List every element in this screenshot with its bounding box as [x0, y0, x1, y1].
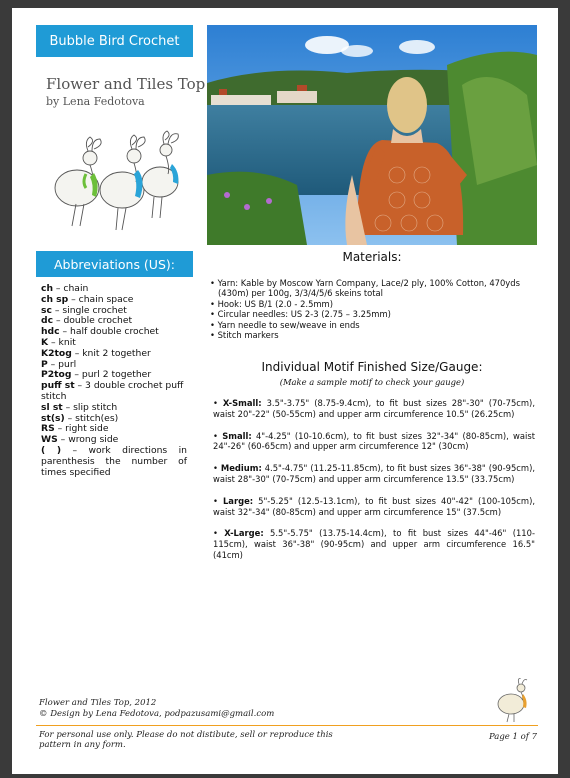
- bullet: •: [213, 528, 225, 539]
- bullet: •: [213, 430, 223, 441]
- size-text: 5"-5.25" (12.5-13.1cm), to fit bust sizes 40"-42" (100-105cm), waist 32"-34" (80-85cm) and upper arm circumference 15" (37.5cm): [213, 495, 535, 517]
- abbr-desc: – 3 double crochet puff stitch: [41, 380, 184, 402]
- page-number: Page 1 of 7: [488, 732, 537, 742]
- footer-bird-icon: [487, 678, 539, 723]
- abbr-desc: – work directions in parenthesis the number of times specified: [41, 444, 187, 478]
- size-name: Small:: [222, 430, 252, 441]
- size-name: X-Small:: [222, 398, 262, 408]
- abbr-key: sl st: [41, 401, 63, 413]
- abbr-key: dc: [41, 315, 54, 327]
- list-item: • Circular needles: US 2-3 (2.75 – 3.25mm): [210, 309, 391, 320]
- size-name: Medium:: [220, 463, 262, 474]
- abbr-key: puff st: [41, 380, 75, 392]
- size-text: 3.5"-3.75" (8.75-9.4cm), to fit bust sizes 28"-30" (70-75cm), waist 20"-22" (50-55cm) and upper arm circumference 10.5" (26.25cm): [213, 398, 535, 419]
- abbr-desc: – knit: [48, 336, 76, 348]
- materials-title: Materials:: [342, 250, 402, 264]
- abbr-desc: – knit 2 together: [71, 347, 151, 359]
- abbr-key: WS: [41, 434, 58, 446]
- abbr-key: sc: [41, 304, 52, 316]
- list-item: • Stitch markers: [210, 330, 279, 341]
- list-item: [41, 446, 187, 478]
- abbr-key: K2tog: [41, 347, 72, 359]
- list-item: • Yarn needle to sew/weave in ends: [210, 319, 360, 330]
- abbreviations-banner: [36, 251, 193, 277]
- sizes-list: [213, 398, 535, 572]
- abbr-desc: – stitch(es): [64, 412, 119, 424]
- list-item: [213, 398, 535, 420]
- gauge-title: Individual Motif Finished Size/Gauge:: [261, 360, 483, 374]
- footer-title: Flower and Tiles Top, 2012: [39, 698, 157, 708]
- abbr-desc: – half double crochet: [59, 326, 159, 338]
- bullet: •: [213, 398, 223, 408]
- footer-copyright: © Design by Lena Fedotova, podpazusami@gmail.com: [39, 709, 275, 719]
- abbr-key: ch: [41, 283, 53, 294]
- materials-list: [210, 278, 535, 340]
- list-item: [213, 463, 535, 485]
- size-name: X-Large:: [224, 528, 264, 539]
- author-line: by Lena Fedotova: [46, 95, 145, 108]
- abbr-desc: – slip stitch: [62, 401, 118, 413]
- list-item: [41, 381, 187, 403]
- abbr-desc: – double crochet: [53, 315, 133, 327]
- abbr-desc: – right side: [54, 423, 109, 435]
- size-name: Large:: [222, 495, 254, 506]
- model-photo: [207, 25, 537, 245]
- abbr-key: st(s): [41, 412, 65, 424]
- footer-disclaimer: For personal use only. Please do not distibute, sell or reproduce this pattern in any form.: [39, 730, 333, 750]
- abbr-key: RS: [41, 423, 55, 435]
- abbr-key: hdc: [41, 326, 60, 338]
- pattern-title: Flower and Tiles Top: [46, 75, 206, 93]
- abbr-desc: – single crochet: [51, 304, 127, 316]
- size-text: 5.5"-5.75" (13.75-14.4cm), to fit bust sizes 44"-46" (110-115cm), waist 36"-38" (90-95cm) and upper arm circumference 16.5" (41cm): [213, 528, 535, 560]
- footer-divider: [36, 725, 538, 726]
- abbr-key: ( ): [41, 444, 62, 456]
- bullet: •: [213, 463, 221, 474]
- bird-illustration-icon: [42, 118, 187, 243]
- abbreviations-list: [41, 284, 187, 478]
- abbr-desc: – chain: [53, 283, 89, 294]
- size-text: 4"-4.25" (10-10.6cm), to fit bust sizes 32"-34" (80-85cm), waist 24"-26" (60-65cm) and upper arm circumference 12" (30cm): [213, 430, 535, 452]
- brand-title: Bubble Bird Crochet: [49, 33, 180, 49]
- abbr-key: K: [41, 336, 49, 348]
- abbr-key: ch sp: [41, 293, 69, 305]
- list-item: [213, 431, 535, 453]
- bullet: •: [213, 495, 223, 506]
- abbr-desc: – wrong side: [57, 434, 119, 446]
- list-item: • Hook: US B/1 (2.0 - 2.5mm): [210, 298, 333, 309]
- document-page: [12, 8, 558, 774]
- brand-banner: [36, 25, 193, 57]
- abbreviations-title: Abbreviations (US):: [54, 256, 175, 272]
- list-item: [213, 496, 535, 518]
- abbr-desc: – chain space: [68, 293, 134, 305]
- abbr-key: P: [41, 358, 48, 370]
- abbr-desc: – purl 2 together: [71, 369, 152, 381]
- gauge-note: (Make a sample motif to check your gauge): [279, 377, 465, 387]
- list-item: • Yarn: Kable by Moscow Yarn Company, Lace/2 ply, 100% Cotton, 470yds (430m) per 100g, 3/3/4/5/6 skeins total: [210, 278, 520, 299]
- abbr-desc: – purl: [47, 358, 77, 370]
- size-text: 4.5"-4.75" (11.25-11.85cm), to fit bust sizes 36"-38" (90-95cm), waist 28"-30" (70-75cm) and upper arm circumference 13.5" (33.75cm): [213, 463, 535, 484]
- abbr-key: P2tog: [41, 369, 72, 381]
- list-item: [213, 528, 535, 560]
